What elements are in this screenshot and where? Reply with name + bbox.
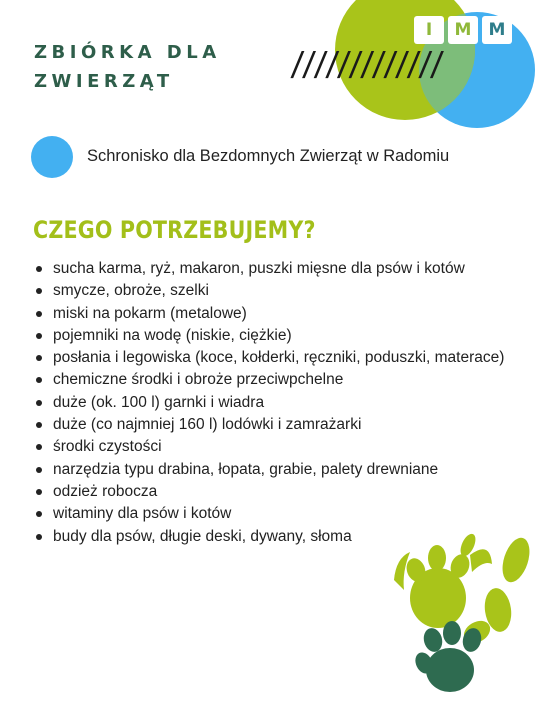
list-item: chemiczne środki i obroże przeciwpchelne [34, 369, 514, 391]
list-item: miski na pokarm (metalowe) [34, 303, 514, 325]
logo-letter-i: I [414, 16, 444, 44]
list-item: środki czystości [34, 436, 514, 458]
list-item: sucha karma, ryż, makaron, puszki mięsne dla psów i kotów [34, 258, 514, 280]
list-item: pojemniki na wodę (niskie, ciężkie) [34, 325, 514, 347]
needs-list [34, 258, 514, 548]
poster-title [34, 38, 221, 96]
organization-name: Schronisko dla Bezdomnych Zwierząt w Radomiu [87, 147, 450, 165]
title-line-2: ZWIERZĄT [34, 71, 174, 92]
list-item: narzędzia typu drabina, łopata, grabie, palety drewniane [34, 459, 514, 481]
paw-dark-icon [412, 621, 484, 692]
list-item: duże (co najmniej 160 l) lodówki i zamrażarki [34, 414, 514, 436]
paw-light-icon [394, 532, 535, 648]
paw-print-icon [388, 530, 538, 700]
list-item: posłania i legowiska (koce, kołderki, ręczniki, poduszki, materace) [34, 347, 514, 369]
list-item: witaminy dla psów i kotów [34, 503, 514, 525]
logo-letter-m1: M [448, 16, 478, 44]
list-item: odzież robocza [34, 481, 514, 503]
title-line-1: ZBIÓRKA DLA [34, 42, 221, 63]
logo-letter-m2: M [482, 16, 512, 44]
list-item: budy dla psów, długie deski, dywany, słoma [34, 526, 514, 548]
list-item: smycze, obroże, szelki [34, 280, 514, 302]
imm-logo [414, 16, 512, 44]
circle-decoration [31, 136, 73, 178]
slash-divider: ///////////// [289, 44, 446, 83]
needs-heading: CZEGO POTRZEBUJEMY? [33, 216, 316, 244]
list-item: duże (ok. 100 l) garnki i wiadra [34, 392, 514, 414]
